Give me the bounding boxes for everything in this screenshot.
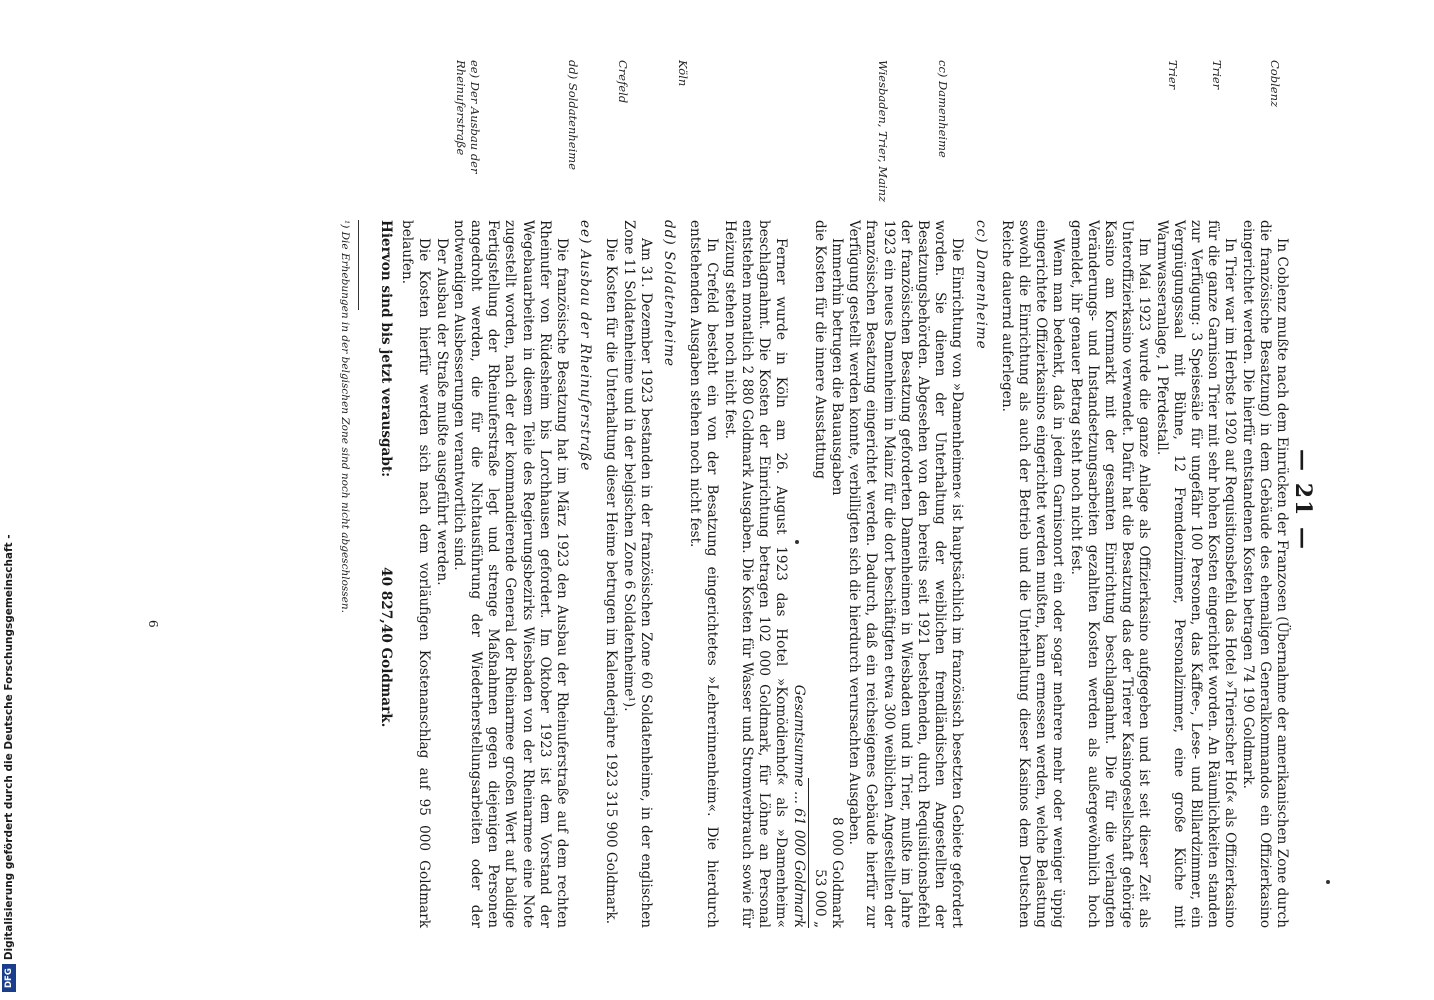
margin-note-soldatenheime: dd) Soldatenheime bbox=[566, 60, 580, 170]
spent-value: 40 827,40 Goldmark. bbox=[378, 567, 395, 728]
paragraph-koeln: Ferner wurde in Köln am 26. August 1923 das Hotel »Komödienhof« als »Damenheim« beschlagnahmt. Die Kosten der Einrichtung betragen 102 000 Goldmark, für Löhne an Personal entstehen monatlich 2 880 Goldmark Ausgaben. Die Kosten für Wasser und Stromverbrauch sowie für Heizung stehen noch nicht fest. bbox=[721, 220, 790, 928]
margin-note-rheinuferstrasse: ee) Der Ausbau der Rheinuferstraße bbox=[454, 60, 482, 174]
dfg-logo-icon: DFG bbox=[2, 964, 16, 992]
paragraph-coblenz: In Coblenz mußte nach dem Einrücken der Franzosen (Übernahme der amerikanischen Zone durch die französische Besatzung) in dem Gebäude des ehemaligen Generalkommandos ein Offizierkasino eingerichtet werden. Die hierfür entstandenen Kosten betragen 74 190 Goldmark. bbox=[1239, 220, 1290, 928]
margin-note-damenheime: cc) Damenheime bbox=[936, 60, 950, 158]
sheet-number: 6 bbox=[146, 620, 160, 628]
paragraph-belastung: Wenn man bedenkt, daß in jedem Garnisonort ein oder sogar mehrere mehr oder weniger üppig eingerichtete Offizierkasinos eingerichtet werden mußten, kann ermessen werden, welche Belastung sowohl die Einrichtung als auch der Betrieb und die Unterhaltung dieser Kasinos dem Deutschen Reiche dauernd auferlegen. bbox=[998, 220, 1067, 928]
paragraph-crefeld: In Crefeld besteht ein von der Besatzung eingerichtetes »Lehrerinnenheim«. Die hierdurch entstehenden Ausgaben stehen noch nicht fest. bbox=[687, 220, 721, 928]
scan-speck bbox=[1326, 880, 1330, 884]
footnote: ¹) Die Erhebungen in der belgischen Zone sind noch nicht abgeschlossen. bbox=[338, 220, 351, 613]
paragraph-trier-kasino: Im Mai 1923 wurde die ganze Anlage als Offizierkasino aufgegeben und ist seit dieser Zeit als Unteroffizierkasino verwendet. Dafür hat die Besatzung das der Trierer Kasinogesellschaft gehörige Kasino am Kornmarkt mit der gesamten Einrichtung beschlagnahmt. Die für die verlangten Veränderungs- und Instandsetzungsarbeiten gezahlten Kosten werden als außergewöhnlich hoch gemeldet, ihr genauer Betrag steht noch nicht fest. bbox=[1067, 220, 1153, 928]
heading-rheinuferstrasse: ee) Ausbau der Rheinuferstraße bbox=[577, 220, 594, 472]
cost-row-building bbox=[828, 220, 845, 928]
footnote-rule bbox=[358, 220, 359, 310]
margin-note-trier-2: Trier bbox=[1166, 60, 1180, 90]
scan-speck-2 bbox=[795, 540, 799, 544]
cost-building-value: 8 000 Goldmark bbox=[828, 816, 845, 928]
margin-note-coblenz: Coblenz bbox=[1268, 60, 1282, 108]
margin-note-koeln: Köln bbox=[676, 60, 690, 87]
paragraph-soldatenheime-count: Am 31. Dezember 1923 bestanden in der französischen Zone 60 Soldatenheime, in der englischen Zone 11 Soldatenheime und in der belgischen Zone 6 Soldatenheime¹). bbox=[620, 220, 654, 928]
cost-interior-value: 53 000 „ bbox=[811, 869, 828, 928]
cost-building-label: Immerhin betrugen die Bauausgaben bbox=[828, 238, 845, 496]
paragraph-ausbau: Der Ausbau der Straße mußte ausgeführt werden. bbox=[433, 238, 450, 586]
margin-note-trier: Trier bbox=[1210, 60, 1224, 90]
paragraph-kostenanschlag: Die Kosten hierfür werden sich nach dem vorläufigen Kostenanschlag auf 95 000 Goldmark belaufen. bbox=[399, 220, 433, 928]
rotated-document-page bbox=[30, 60, 1320, 940]
paragraph-trier-hotel: In Trier war im Herbste 1920 auf Requisitionsbefehl das Hotel »Trierischer Hof« als Offizierkasino für die ganze Garnison Trier mit sehr hohen Kosten eingerichtet worden. An Räumlichkeiten standen zur Verfügung: 3 Speisesäle für ungefähr 100 Personen, das Kaffee-, Lese- und Billardzimmer, ein Vergnügungssaal mit Bühne, 12 Fremdenzimmer, Personalzimmer, eine große Küche mit Warmwasseranlage, 1 Pferdestall. bbox=[1153, 220, 1239, 928]
heading-soldatenheime: dd) Soldatenheime bbox=[661, 220, 678, 368]
spent-row bbox=[377, 220, 394, 928]
paragraph-rheinuferstrasse: Die französische Besatzung hat im März 1923 den Ausbau der Rheinuferstraße auf dem rechten Rheinufer von Rüdesheim bis Lorchhausen gefordert. Im Oktober 1923 ist dem Vorstand der Wegebauarbeiten in diesem Teile des Regierungsbezirks Wiesbaden von der Rheinarmee eine Note zugestellt worden, nach der der kommandierende General der Rheinarmee großen Wert auf baldige Fertigstellung der Rheinuferstraße legt und strenge Maßnahmen gegen diejenigen Personen angedroht werden, die für die Nichtausführung der Wiederherstellungsarbeiten oder der notwendigen Ausbesserungen verantwortlich sind. bbox=[450, 220, 571, 928]
cost-interior-label: die Kosten für die innere Ausstattung bbox=[811, 220, 828, 479]
page-number: — 21 — bbox=[1290, 449, 1316, 551]
margin-note-crefeld: Crefeld bbox=[616, 60, 630, 104]
digitization-credit: Digitalisierung gefördert durch die Deutsche Forschungsgemeinschaft - bbox=[3, 534, 15, 961]
sum-rule bbox=[808, 778, 809, 928]
paragraph-soldatenheime-cost: Die Kosten für die Unterhaltung dieser Heime betrugen im Kalenderjahre 1923 315 900 Goldmark. bbox=[603, 238, 620, 925]
margin-note-wiesbaden: Wiesbaden, Trier, Mainz bbox=[876, 60, 890, 203]
cost-row-interior bbox=[811, 220, 828, 928]
document-body bbox=[336, 220, 1290, 928]
heading-damenheime: cc) Damenheime bbox=[972, 220, 989, 350]
paragraph-damenheime: Die Einrichtung von »Damenheimen« ist hauptsächlich im französisch besetzten Gebiete gefordert worden. Sie dienen der Unterhaltung der weiblichen fremdländischen Angestellten der Besatzungsbehörden. Abgesehen von den bereits seit 1921 bestehenden, durch Requisitionsbefehl der französischen Besatzung geforderten Damenheimen in Wiesbaden und in Trier, mußte im Jahre 1923 ein neues Damenheim in Mainz für die dort beschäftigten etwa 300 weiblichen Angestellten der französischen Besatzung eingerichtet werden. Dadurch, daß ein reichseigenes Gebäude hierfür zur Verfügung gestellt werden konnte, verbilligten sich die hierdurch verursachten Ausgaben. bbox=[846, 220, 966, 928]
spent-label: Hiervon sind bis jetzt verausgabt: bbox=[378, 220, 395, 478]
cost-total: Gesamtsumme ... 61 000 Goldmark bbox=[790, 684, 807, 928]
digitization-banner bbox=[2, 2, 16, 992]
